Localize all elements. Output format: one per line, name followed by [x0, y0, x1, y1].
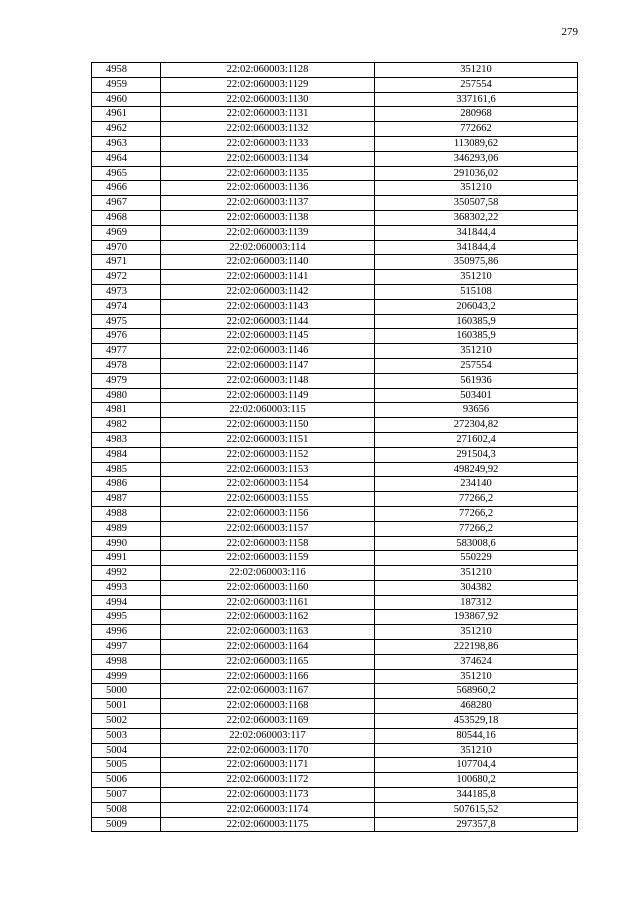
- cadastral-number-cell: 22:02:060003:1171: [161, 758, 375, 773]
- cadastral-number-cell: 22:02:060003:1148: [161, 373, 375, 388]
- row-number-cell: 4970: [92, 240, 161, 255]
- row-number-cell: 5006: [92, 773, 161, 788]
- cadastral-number-cell: 22:02:060003:1172: [161, 773, 375, 788]
- cadastral-value-table: [91, 62, 578, 832]
- table-row: [92, 684, 578, 699]
- table-row: [92, 773, 578, 788]
- table-row: [92, 107, 578, 122]
- cadastral-number-cell: 22:02:060003:1139: [161, 225, 375, 240]
- cadastral-number-cell: 22:02:060003:1158: [161, 536, 375, 551]
- cadastral-number-cell: 22:02:060003:1149: [161, 388, 375, 403]
- row-number-cell: 4963: [92, 136, 161, 151]
- value-cell: 280968: [375, 107, 578, 122]
- value-cell: 350507,58: [375, 196, 578, 211]
- row-number-cell: 4993: [92, 580, 161, 595]
- page-number: 279: [561, 26, 578, 38]
- row-number-cell: 4961: [92, 107, 161, 122]
- table-row: [92, 418, 578, 433]
- value-cell: 187312: [375, 595, 578, 610]
- value-cell: 206043,2: [375, 299, 578, 314]
- table-row: [92, 802, 578, 817]
- row-number-cell: 5003: [92, 728, 161, 743]
- value-cell: 368302,22: [375, 210, 578, 225]
- cadastral-number-cell: 22:02:060003:114: [161, 240, 375, 255]
- row-number-cell: 4986: [92, 477, 161, 492]
- row-number-cell: 4977: [92, 344, 161, 359]
- row-number-cell: 4975: [92, 314, 161, 329]
- value-cell: 80544,16: [375, 728, 578, 743]
- table-row: [92, 506, 578, 521]
- value-cell: 498249,92: [375, 462, 578, 477]
- row-number-cell: 4996: [92, 625, 161, 640]
- row-number-cell: 4984: [92, 447, 161, 462]
- table-row: [92, 210, 578, 225]
- table-row: [92, 122, 578, 137]
- cadastral-number-cell: 22:02:060003:117: [161, 728, 375, 743]
- table-row: [92, 284, 578, 299]
- table-row: [92, 580, 578, 595]
- cadastral-number-cell: 22:02:060003:1150: [161, 418, 375, 433]
- row-number-cell: 4965: [92, 166, 161, 181]
- table-row: [92, 432, 578, 447]
- value-cell: 374624: [375, 654, 578, 669]
- row-number-cell: 4980: [92, 388, 161, 403]
- value-cell: 351210: [375, 63, 578, 78]
- row-number-cell: 4983: [92, 432, 161, 447]
- value-cell: 351210: [375, 344, 578, 359]
- table-row: [92, 640, 578, 655]
- table-row: [92, 225, 578, 240]
- cadastral-number-cell: 22:02:060003:1159: [161, 551, 375, 566]
- table-row: [92, 462, 578, 477]
- row-number-cell: 5001: [92, 699, 161, 714]
- cadastral-number-cell: 22:02:060003:1162: [161, 610, 375, 625]
- value-cell: 515108: [375, 284, 578, 299]
- value-cell: 160385,9: [375, 314, 578, 329]
- cadastral-number-cell: 22:02:060003:1163: [161, 625, 375, 640]
- cadastral-number-cell: 22:02:060003:1166: [161, 669, 375, 684]
- row-number-cell: 4995: [92, 610, 161, 625]
- row-number-cell: 4988: [92, 506, 161, 521]
- value-cell: 272304,82: [375, 418, 578, 433]
- row-number-cell: 4999: [92, 669, 161, 684]
- value-cell: 193867,92: [375, 610, 578, 625]
- value-cell: 100680,2: [375, 773, 578, 788]
- cadastral-number-cell: 22:02:060003:1155: [161, 492, 375, 507]
- cadastral-number-cell: 22:02:060003:1129: [161, 77, 375, 92]
- row-number-cell: 4992: [92, 566, 161, 581]
- cadastral-number-cell: 22:02:060003:1170: [161, 743, 375, 758]
- value-cell: 503401: [375, 388, 578, 403]
- row-number-cell: 4997: [92, 640, 161, 655]
- table-row: [92, 699, 578, 714]
- value-cell: 113089,62: [375, 136, 578, 151]
- value-cell: 341844,4: [375, 225, 578, 240]
- table-row: [92, 566, 578, 581]
- cadastral-number-cell: 22:02:060003:1137: [161, 196, 375, 211]
- table-row: [92, 714, 578, 729]
- value-cell: 351210: [375, 743, 578, 758]
- table-row: [92, 403, 578, 418]
- cadastral-number-cell: 22:02:060003:1134: [161, 151, 375, 166]
- value-cell: 351210: [375, 181, 578, 196]
- cadastral-number-cell: 22:02:060003:1133: [161, 136, 375, 151]
- row-number-cell: 4971: [92, 255, 161, 270]
- cadastral-number-cell: 22:02:060003:1153: [161, 462, 375, 477]
- cadastral-number-cell: 22:02:060003:1131: [161, 107, 375, 122]
- row-number-cell: 4982: [92, 418, 161, 433]
- value-cell: 304382: [375, 580, 578, 595]
- cadastral-number-cell: 22:02:060003:1160: [161, 580, 375, 595]
- table-row: [92, 92, 578, 107]
- value-cell: 507615,52: [375, 802, 578, 817]
- table-row: [92, 329, 578, 344]
- value-cell: 350975,86: [375, 255, 578, 270]
- value-cell: 271602,4: [375, 432, 578, 447]
- cadastral-number-cell: 22:02:060003:1168: [161, 699, 375, 714]
- row-number-cell: 4964: [92, 151, 161, 166]
- value-cell: 297357,8: [375, 817, 578, 832]
- cadastral-number-cell: 22:02:060003:1154: [161, 477, 375, 492]
- value-cell: 257554: [375, 77, 578, 92]
- row-number-cell: 4972: [92, 270, 161, 285]
- cadastral-number-cell: 22:02:060003:1128: [161, 63, 375, 78]
- row-number-cell: 4974: [92, 299, 161, 314]
- cadastral-number-cell: 22:02:060003:1151: [161, 432, 375, 447]
- cadastral-number-cell: 22:02:060003:1136: [161, 181, 375, 196]
- value-cell: 337161,6: [375, 92, 578, 107]
- value-cell: 351210: [375, 625, 578, 640]
- cadastral-number-cell: 22:02:060003:1146: [161, 344, 375, 359]
- value-cell: 93656: [375, 403, 578, 418]
- value-cell: 291504,3: [375, 447, 578, 462]
- row-number-cell: 4979: [92, 373, 161, 388]
- cadastral-number-cell: 22:02:060003:1167: [161, 684, 375, 699]
- row-number-cell: 4994: [92, 595, 161, 610]
- value-cell: 107704,4: [375, 758, 578, 773]
- value-cell: 453529,18: [375, 714, 578, 729]
- table-row: [92, 151, 578, 166]
- value-cell: 351210: [375, 669, 578, 684]
- row-number-cell: 4978: [92, 358, 161, 373]
- table-row: [92, 654, 578, 669]
- row-number-cell: 5004: [92, 743, 161, 758]
- row-number-cell: 5007: [92, 788, 161, 803]
- table-row: [92, 255, 578, 270]
- table-row: [92, 299, 578, 314]
- row-number-cell: 5008: [92, 802, 161, 817]
- cadastral-number-cell: 22:02:060003:1144: [161, 314, 375, 329]
- row-number-cell: 4998: [92, 654, 161, 669]
- cadastral-number-cell: 22:02:060003:1143: [161, 299, 375, 314]
- table-row: [92, 166, 578, 181]
- table-row: [92, 196, 578, 211]
- row-number-cell: 4976: [92, 329, 161, 344]
- cadastral-number-cell: 22:02:060003:1140: [161, 255, 375, 270]
- table-row: [92, 492, 578, 507]
- value-cell: 468280: [375, 699, 578, 714]
- cadastral-number-cell: 22:02:060003:1156: [161, 506, 375, 521]
- table-row: [92, 788, 578, 803]
- table-row: [92, 388, 578, 403]
- row-number-cell: 4960: [92, 92, 161, 107]
- table-row: [92, 551, 578, 566]
- table-row: [92, 344, 578, 359]
- cadastral-number-cell: 22:02:060003:116: [161, 566, 375, 581]
- row-number-cell: 4969: [92, 225, 161, 240]
- table-row: [92, 817, 578, 832]
- cadastral-number-cell: 22:02:060003:1142: [161, 284, 375, 299]
- row-number-cell: 4967: [92, 196, 161, 211]
- value-cell: 568960,2: [375, 684, 578, 699]
- value-cell: 77266,2: [375, 506, 578, 521]
- table-row: [92, 314, 578, 329]
- row-number-cell: 4966: [92, 181, 161, 196]
- table-row: [92, 477, 578, 492]
- table-row: [92, 521, 578, 536]
- value-cell: 346293,06: [375, 151, 578, 166]
- cadastral-number-cell: 22:02:060003:1138: [161, 210, 375, 225]
- row-number-cell: 4973: [92, 284, 161, 299]
- value-cell: 77266,2: [375, 492, 578, 507]
- table-row: [92, 447, 578, 462]
- cadastral-number-cell: 22:02:060003:1169: [161, 714, 375, 729]
- value-cell: 344185,8: [375, 788, 578, 803]
- cadastral-number-cell: 22:02:060003:1164: [161, 640, 375, 655]
- cadastral-number-cell: 22:02:060003:1152: [161, 447, 375, 462]
- row-number-cell: 4959: [92, 77, 161, 92]
- value-cell: 257554: [375, 358, 578, 373]
- row-number-cell: 4958: [92, 63, 161, 78]
- row-number-cell: 5000: [92, 684, 161, 699]
- value-cell: 583008,6: [375, 536, 578, 551]
- row-number-cell: 4989: [92, 521, 161, 536]
- value-cell: 351210: [375, 270, 578, 285]
- value-cell: 772662: [375, 122, 578, 137]
- table-row: [92, 136, 578, 151]
- cadastral-number-cell: 22:02:060003:1174: [161, 802, 375, 817]
- value-cell: 341844,4: [375, 240, 578, 255]
- table-row: [92, 240, 578, 255]
- cadastral-number-cell: 22:02:060003:1161: [161, 595, 375, 610]
- row-number-cell: 4981: [92, 403, 161, 418]
- cadastral-number-cell: 22:02:060003:1147: [161, 358, 375, 373]
- table-row: [92, 669, 578, 684]
- value-cell: 222198,86: [375, 640, 578, 655]
- table-row: [92, 758, 578, 773]
- row-number-cell: 4990: [92, 536, 161, 551]
- cadastral-number-cell: 22:02:060003:1141: [161, 270, 375, 285]
- table-body: [92, 63, 578, 832]
- cadastral-number-cell: 22:02:060003:1157: [161, 521, 375, 536]
- table-row: [92, 270, 578, 285]
- table-row: [92, 610, 578, 625]
- table-row: [92, 743, 578, 758]
- row-number-cell: 4991: [92, 551, 161, 566]
- table-row: [92, 536, 578, 551]
- value-cell: 561936: [375, 373, 578, 388]
- cadastral-number-cell: 22:02:060003:1175: [161, 817, 375, 832]
- value-cell: 291036,02: [375, 166, 578, 181]
- cadastral-number-cell: 22:02:060003:1165: [161, 654, 375, 669]
- table-row: [92, 728, 578, 743]
- value-cell: 160385,9: [375, 329, 578, 344]
- cadastral-number-cell: 22:02:060003:115: [161, 403, 375, 418]
- row-number-cell: 5005: [92, 758, 161, 773]
- cadastral-number-cell: 22:02:060003:1135: [161, 166, 375, 181]
- value-cell: 234140: [375, 477, 578, 492]
- row-number-cell: 5009: [92, 817, 161, 832]
- table-row: [92, 181, 578, 196]
- table-row: [92, 77, 578, 92]
- cadastral-number-cell: 22:02:060003:1132: [161, 122, 375, 137]
- value-cell: 550229: [375, 551, 578, 566]
- table-row: [92, 358, 578, 373]
- row-number-cell: 4962: [92, 122, 161, 137]
- table-row: [92, 63, 578, 78]
- table-row: [92, 625, 578, 640]
- cadastral-number-cell: 22:02:060003:1173: [161, 788, 375, 803]
- table-row: [92, 595, 578, 610]
- cadastral-number-cell: 22:02:060003:1130: [161, 92, 375, 107]
- row-number-cell: 4968: [92, 210, 161, 225]
- row-number-cell: 5002: [92, 714, 161, 729]
- value-cell: 351210: [375, 566, 578, 581]
- row-number-cell: 4987: [92, 492, 161, 507]
- table-row: [92, 373, 578, 388]
- cadastral-number-cell: 22:02:060003:1145: [161, 329, 375, 344]
- value-cell: 77266,2: [375, 521, 578, 536]
- row-number-cell: 4985: [92, 462, 161, 477]
